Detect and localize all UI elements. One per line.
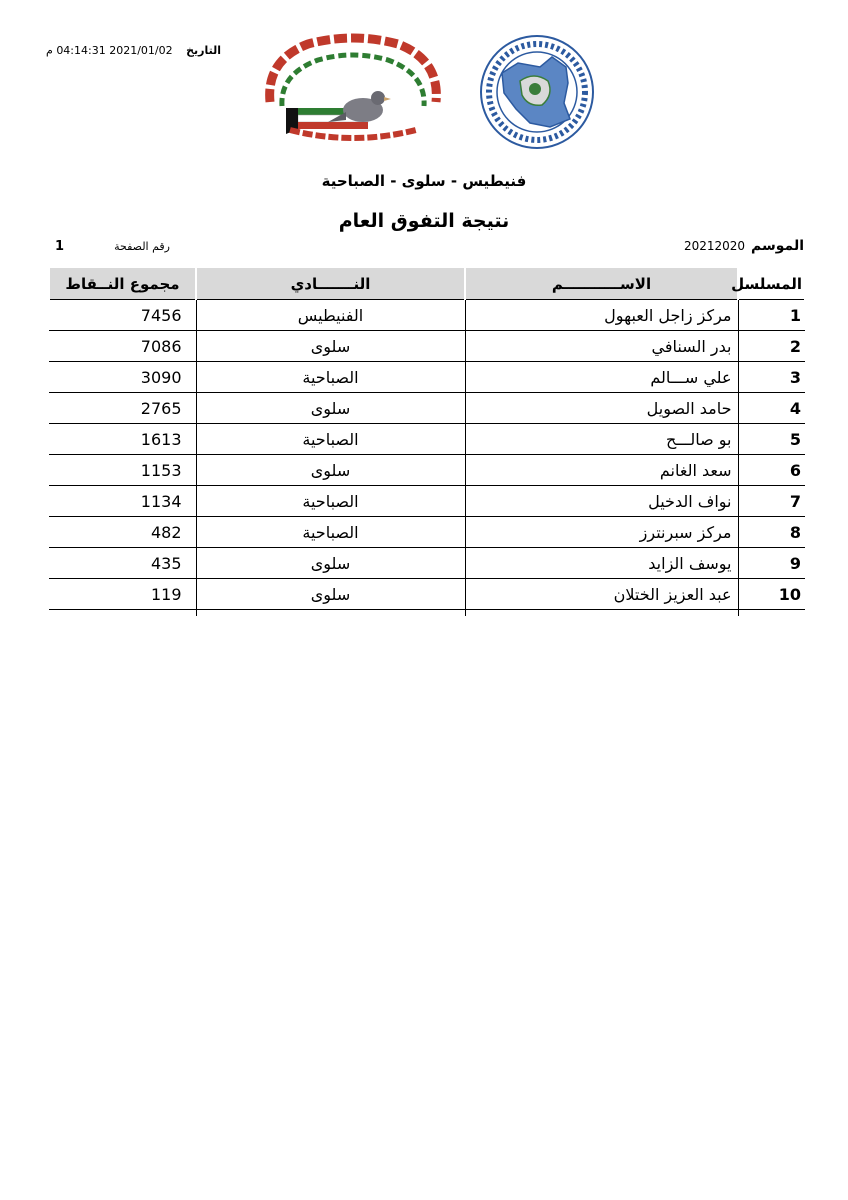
row-name: حامد الصويل bbox=[465, 393, 738, 424]
row-points: 1134 bbox=[49, 486, 196, 517]
row-points: 435 bbox=[49, 548, 196, 579]
row-name: مركز سبرنترز bbox=[465, 517, 738, 548]
row-club: سلوى bbox=[196, 455, 465, 486]
page-number-label: رقم الصفحة bbox=[114, 240, 170, 253]
filler-cell bbox=[738, 610, 805, 617]
row-club: الصباحية bbox=[196, 362, 465, 393]
row-points: 119 bbox=[49, 579, 196, 610]
date-value: 2021/01/02 04:14:31 م bbox=[46, 44, 173, 57]
report-date bbox=[46, 44, 221, 57]
row-club: الصباحية bbox=[196, 424, 465, 455]
table-header-row bbox=[49, 267, 805, 300]
filler-cell bbox=[196, 610, 465, 617]
row-rank: 10 bbox=[738, 579, 805, 610]
club-logo bbox=[258, 30, 448, 145]
row-club: سلوى bbox=[196, 548, 465, 579]
season-label: الموسم bbox=[751, 238, 804, 254]
filler-cell bbox=[49, 610, 196, 617]
table-row bbox=[49, 300, 805, 331]
header-name: الاســـــــــــم bbox=[465, 267, 738, 300]
header-club: النـــــــادي bbox=[196, 267, 465, 300]
row-name: يوسف الزايد bbox=[465, 548, 738, 579]
row-rank: 5 bbox=[738, 424, 805, 455]
header-rank: المسلسل bbox=[738, 267, 805, 300]
table-row bbox=[49, 393, 805, 424]
row-rank: 3 bbox=[738, 362, 805, 393]
header-points: مجموع النــقاط bbox=[49, 267, 196, 300]
table-row bbox=[49, 486, 805, 517]
row-points: 1153 bbox=[49, 455, 196, 486]
row-points: 3090 bbox=[49, 362, 196, 393]
row-club: سلوى bbox=[196, 579, 465, 610]
row-name: علي ســـالم bbox=[465, 362, 738, 393]
table-row bbox=[49, 579, 805, 610]
row-rank: 6 bbox=[738, 455, 805, 486]
row-rank: 4 bbox=[738, 393, 805, 424]
date-label: التاريخ bbox=[186, 44, 222, 57]
table-row bbox=[49, 455, 805, 486]
report-subtitle: فنيطيس - سلوى - الصباحية bbox=[321, 172, 527, 190]
row-rank: 7 bbox=[738, 486, 805, 517]
row-name: نواف الدخيل bbox=[465, 486, 738, 517]
row-points: 7456 bbox=[49, 300, 196, 331]
table-row bbox=[49, 424, 805, 455]
federation-logo bbox=[478, 33, 596, 151]
row-club: سلوى bbox=[196, 393, 465, 424]
season-info bbox=[684, 238, 804, 254]
row-club: الفنيطيس bbox=[196, 300, 465, 331]
row-club: سلوى bbox=[196, 331, 465, 362]
row-rank: 9 bbox=[738, 548, 805, 579]
row-name: بدر السنافي bbox=[465, 331, 738, 362]
row-points: 2765 bbox=[49, 393, 196, 424]
table-row bbox=[49, 548, 805, 579]
row-rank: 2 bbox=[738, 331, 805, 362]
filler-cell bbox=[465, 610, 738, 617]
row-name: مركز زاجل العبهول bbox=[465, 300, 738, 331]
row-club: الصباحية bbox=[196, 517, 465, 548]
row-name: سعد الغانم bbox=[465, 455, 738, 486]
row-rank: 1 bbox=[738, 300, 805, 331]
table-row bbox=[49, 331, 805, 362]
row-points: 1613 bbox=[49, 424, 196, 455]
row-club: الصباحية bbox=[196, 486, 465, 517]
table-filler-row bbox=[49, 610, 805, 617]
table-row bbox=[49, 362, 805, 393]
results-table bbox=[48, 266, 806, 616]
row-points: 482 bbox=[49, 517, 196, 548]
page-number: 1 bbox=[55, 239, 65, 254]
row-name: بو صالـــح bbox=[465, 424, 738, 455]
report-title: نتيجة التفوق العام bbox=[338, 210, 510, 232]
row-points: 7086 bbox=[49, 331, 196, 362]
table-row bbox=[49, 517, 805, 548]
row-name: عبد العزيز الختلان bbox=[465, 579, 738, 610]
row-rank: 8 bbox=[738, 517, 805, 548]
season-value: 20212020 bbox=[683, 239, 746, 253]
